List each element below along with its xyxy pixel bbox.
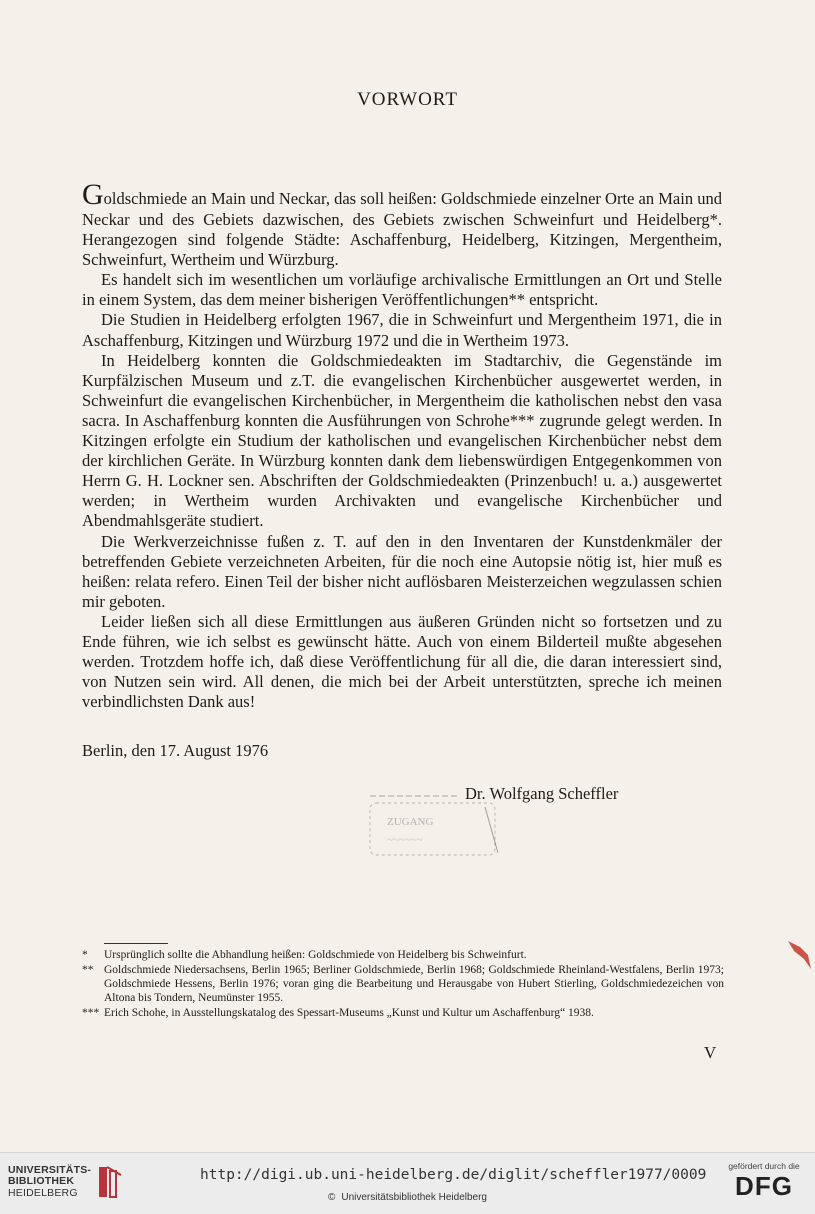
paragraph-2: Es handelt sich im wesentlichen um vorläufige archivalische Ermittlungen an Ort und Stelle in einem System, das dem meiner bisherigen Veröffentlichungen** entspricht. bbox=[82, 270, 722, 310]
footnote-item bbox=[82, 948, 724, 962]
paragraph-6: Leider ließen sich all diese Ermittlungen aus äußeren Gründen nicht so fortsetzen und zu Ende führen, wie ich selbst es gewünscht hätte. Auch von einem Bilderteil mußte abgesehen werden. Trotzdem hoffe ich, daß diese Veröffentlichung für all die, die daran interessiert sind, von Nutzen sein wird. All denen, die mich bei der Arbeit unterstützten, spreche ich meinen verbindlichsten Dank aus! bbox=[82, 611, 722, 712]
footnote-mark: * bbox=[82, 949, 88, 961]
footnote-divider bbox=[104, 943, 168, 944]
preface-body bbox=[82, 180, 722, 712]
footnote-mark: ** bbox=[82, 964, 94, 976]
dfg-badge[interactable] bbox=[722, 1161, 806, 1201]
page-heading: VORWORT bbox=[357, 89, 458, 110]
drop-cap: G bbox=[82, 178, 104, 211]
footnote-text: Erich Schohe, in Ausstellungskatalog des Spessart-Museums „Kunst und Kultur um Aschaffenburg“ 1938. bbox=[104, 1007, 594, 1019]
page-number: V bbox=[704, 1043, 717, 1062]
paragraph-1-text: oldschmiede an Main und Neckar, das soll heißen: Goldschmiede einzelner Orte an Main und Neckar und des Gebiets dazwischen, des Gebiets zwischen Schweinfurt und Heidelberg*. Herangezogen sind folgende Städte: Aschaffenburg, Heidelberg, Kitzingen, Mergentheim, Schweinfurt, Wertheim und Würzburg. bbox=[82, 189, 722, 270]
dfg-logo: DFG bbox=[735, 1171, 793, 1201]
copyright-line bbox=[0, 1192, 815, 1203]
footnote-text: Ursprünglich sollte die Abhandlung heißen: Goldschmiede von Heidelberg bis Schweinfurt. bbox=[104, 949, 527, 961]
paragraph-1 bbox=[82, 180, 722, 270]
red-margin-mark-icon bbox=[786, 935, 812, 971]
library-line-2: BIBLIOTHEK bbox=[8, 1175, 75, 1188]
copyright-text: Universitätsbibliothek Heidelberg bbox=[341, 1192, 487, 1203]
paragraph-3: Die Studien in Heidelberg erfolgten 1967, die in Schweinfurt und Mergentheim 1971, die in Aschaffenburg, Kitzingen und Würzburg 1972 und die in Wertheim 1973. bbox=[82, 310, 722, 350]
footnotes bbox=[82, 948, 724, 1021]
copyright-icon: © bbox=[327, 1192, 336, 1203]
footnote-mark: *** bbox=[82, 1007, 100, 1019]
svg-text:~~~~~~: ~~~~~~ bbox=[387, 834, 423, 846]
footnote-item bbox=[82, 1006, 724, 1020]
library-line-1: UNIVERSITÄTS- bbox=[8, 1163, 92, 1176]
paragraph-5: Die Werkverzeichnisse fußen z. T. auf den in den Inventaren der Kunstdenkmäler der betreffenden Gebiete verzeichneten Arbeiten, für die noch eine Autopsie nötig ist, hier muß es heißen: relata refero. Einen Teil der bisher nicht auflösbaren Meisterzeichen wegzulassen schien mir geboten. bbox=[82, 531, 722, 611]
permalink-url[interactable]: http://digi.ub.uni-heidelberg.de/diglit/scheffler1977/0009 bbox=[200, 1167, 707, 1183]
signature: Dr. Wolfgang Scheffler bbox=[465, 784, 619, 803]
footnote-item bbox=[82, 963, 724, 1005]
footnote-text: Goldschmiede Niedersachsens, Berlin 1965; Berliner Goldschmiede, Berlin 1968; Goldschmiede Rheinland-Westfalens, Berlin 1973; Goldschmiede Hessens, Berlin 1976; voran ging die Bearbeitung und Herausgabe von Hubert Stierling, Goldschmiedezeichen von Altona bis Tondern, Neumünster 1955. bbox=[104, 964, 724, 1004]
library-line-3: HEIDELBERG bbox=[8, 1186, 78, 1199]
svg-text:ZUGANG: ZUGANG bbox=[387, 816, 434, 828]
paragraph-4: In Heidelberg konnten die Goldschmiedeakten im Stadtarchiv, die Gegenstände im Kurpfälzischen Museum und z.T. die evangelischen Kirchenbücher ausgewertet werden, in Schweinfurt die evangelischen Kirchenbücher, in Mergentheim die katholischen nebst den vasa sacra. In Aschaffenburg konnten die Ausführungen von Schrohe*** zugrunde gelegt werden. In Kitzingen erfolgte ein Studium der katholischen und evangelischen Kirchenbücher nebst dem der kirchlichen Geräte. In Würzburg konnten dank dem liebenswürdigen Entgegenkommen von Herrn G. H. Lockner sen. Abschriften der Goldschmiedeakten (Prinzenbuch! u. a.) ausgewertet werden; in Wertheim wurden Archivakten und evangelische Kirchenbücher und Abendmahlsgeräte studiert. bbox=[82, 350, 722, 531]
place-date: Berlin, den 17. August 1976 bbox=[82, 741, 269, 760]
viewer-footer bbox=[0, 1152, 815, 1214]
funding-label: gefördert durch die bbox=[728, 1161, 800, 1171]
